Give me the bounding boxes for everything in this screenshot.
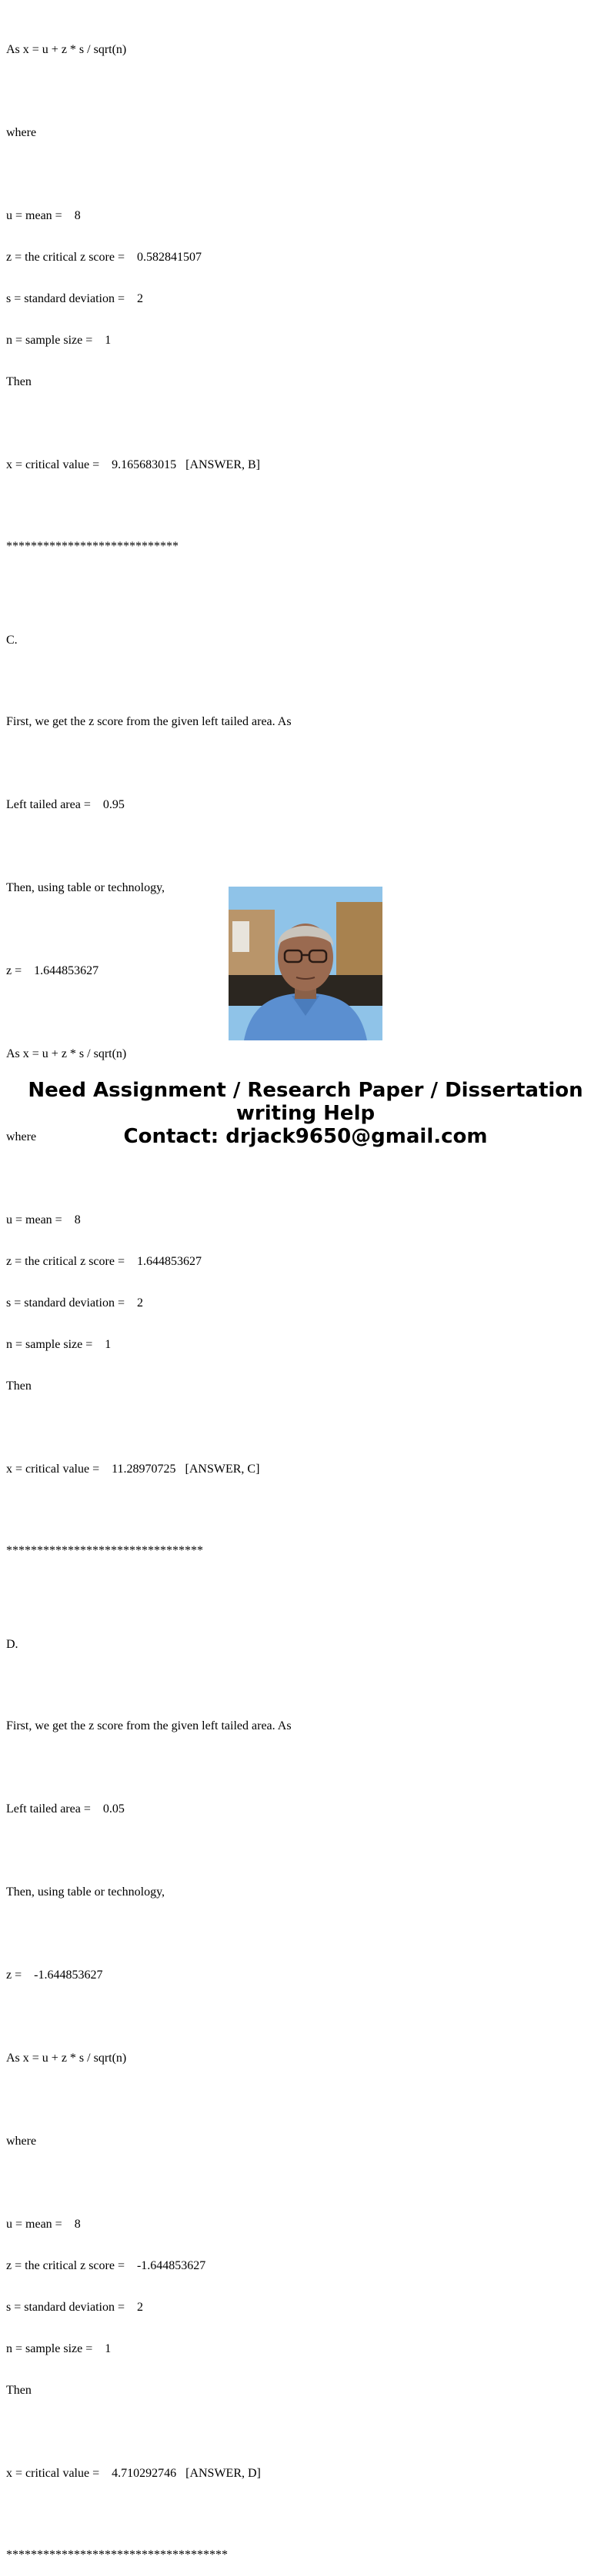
part-d-z: z = -1.644853627: [6, 1969, 103, 1982]
separator-stars: ****************************: [6, 540, 179, 553]
part-c-area: Left tailed area = 0.95: [6, 798, 125, 811]
promo-line-2: writing Help: [235, 1102, 376, 1125]
part-c-heading: C.: [6, 634, 18, 647]
part-d-std-dev: s = standard deviation = 2: [6, 2301, 144, 2314]
part-d-where: where: [6, 2135, 37, 2148]
answer-d-result: x = critical value = 4.710292746 [ANSWER, D]: [6, 2467, 261, 2480]
part-d-heading: D.: [6, 1638, 18, 1651]
part-d-z-score: z = the critical z score = -1.644853627: [6, 2259, 206, 2272]
part-c-then: Then: [6, 1380, 32, 1393]
part-c-z: z = 1.644853627: [6, 964, 99, 977]
separator-stars: ********************************: [6, 1544, 203, 1557]
part-d-area: Left tailed area = 0.05: [6, 1802, 125, 1816]
author-photo: [229, 887, 382, 1040]
answer-c-result: x = critical value = 11.28970725 [ANSWER, C]: [6, 1463, 260, 1476]
part-c-formula: As x = u + z * s / sqrt(n): [6, 1047, 127, 1060]
promo-banner: [0, 1079, 611, 1148]
part-d-mean: u = mean = 8: [6, 2218, 81, 2231]
part-d-then: Then: [6, 2384, 32, 2397]
part-c-z-score: z = the critical z score = 1.644853627: [6, 1255, 202, 1268]
where-label: where: [6, 126, 37, 139]
part-c-std-dev: s = standard deviation = 2: [6, 1296, 144, 1310]
part-c-mean: u = mean = 8: [6, 1213, 81, 1226]
mean-line: u = mean = 8: [6, 209, 81, 222]
part-c-method: Then, using table or technology,: [6, 881, 165, 894]
part-d-formula: As x = u + z * s / sqrt(n): [6, 2052, 127, 2065]
promo-line-1: Need Assignment / Research Paper / Dissertation: [28, 1079, 583, 1102]
part-c-where: where: [6, 1130, 37, 1143]
part-c-intro: First, we get the z score from the given left tailed area. As: [6, 715, 292, 728]
photo-switchboard: [232, 921, 249, 952]
answer-b-result: x = critical value = 9.165683015 [ANSWER, B]: [6, 458, 260, 471]
part-d-sample-size: n = sample size = 1: [6, 2342, 112, 2355]
z-score-line: z = the critical z score = 0.582841507: [6, 251, 202, 264]
separator-stars: ************************************: [6, 2548, 228, 2561]
std-dev-line: s = standard deviation = 2: [6, 292, 144, 305]
part-d-intro: First, we get the z score from the given left tailed area. As: [6, 1719, 292, 1732]
promo-contact: Contact: drjack9650@gmail.com: [123, 1125, 488, 1148]
formula-line: As x = u + z * s / sqrt(n): [6, 43, 127, 56]
part-c-sample-size: n = sample size = 1: [6, 1338, 112, 1351]
solution-document: [6, 15, 599, 2576]
sample-size-line: n = sample size = 1: [6, 334, 112, 347]
part-d-method: Then, using table or technology,: [6, 1885, 165, 1899]
then-label: Then: [6, 375, 32, 388]
